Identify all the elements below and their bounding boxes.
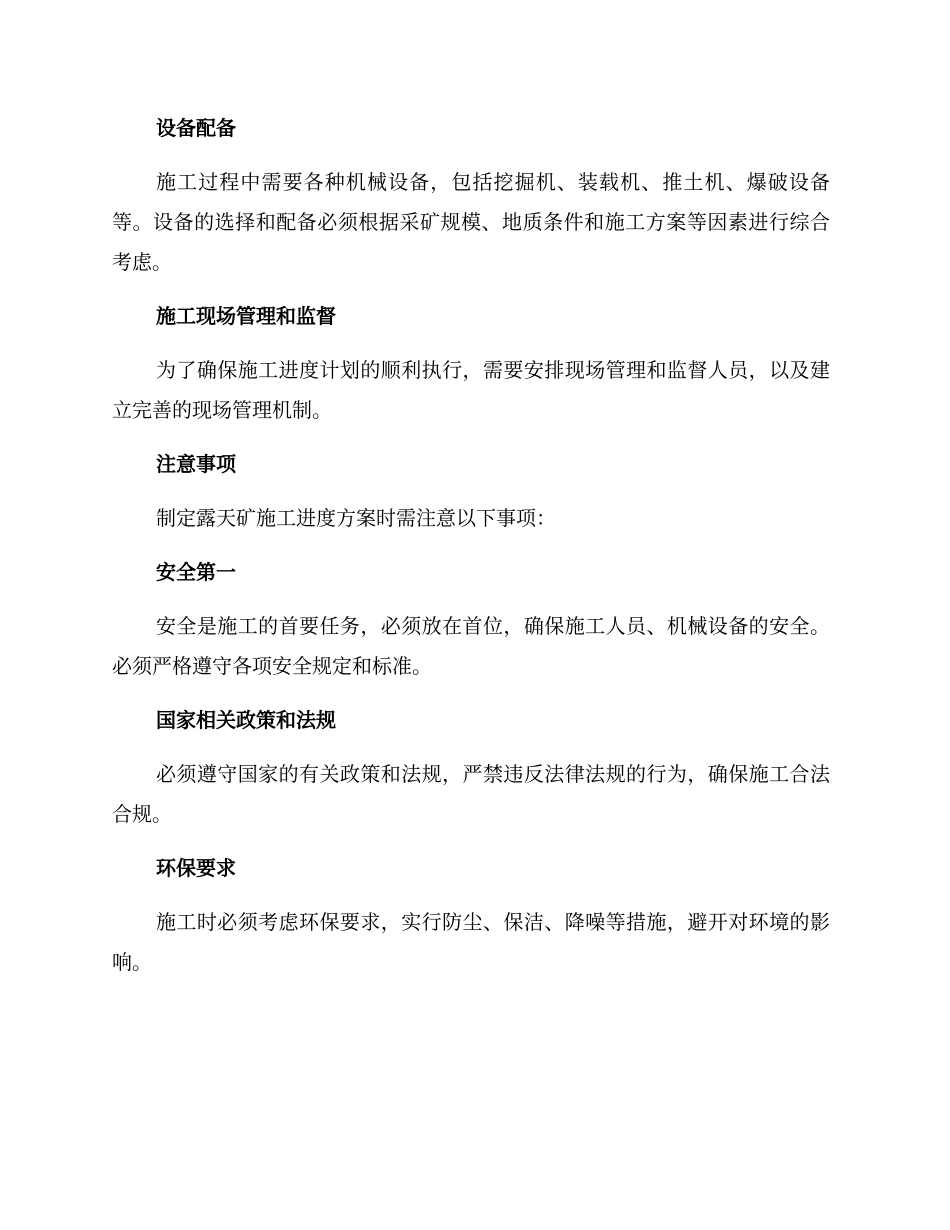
section-paragraph-policies-regulations: 必须遵守国家的有关政策和法规，严禁违反法律法规的行为，确保施工合法合规。 <box>112 762 830 826</box>
section-paragraph-notes: 制定露天矿施工进度方案时需注意以下事项： <box>156 506 556 530</box>
section-heading-policies-regulations: 国家相关政策和法规 <box>156 708 336 732</box>
section-heading-notes: 注意事项 <box>156 452 236 476</box>
section-paragraph-site-management: 为了确保施工进度计划的顺利执行，需要安排现场管理和监督人员，以及建立完善的现场管理机制。 <box>112 358 830 422</box>
section-heading-equipment: 设备配备 <box>156 116 236 140</box>
section-paragraph-equipment: 施工过程中需要各种机械设备，包括挖掘机、装载机、推土机、爆破设备等。设备的选择和配备必须根据采矿规模、地质条件和施工方案等因素进行综合考虑。 <box>112 170 830 274</box>
section-paragraph-environmental: 施工时必须考虑环保要求，实行防尘、保洁、降噪等措施，避开对环境的影响。 <box>112 910 830 974</box>
section-paragraph-safety-first: 安全是施工的首要任务，必须放在首位，确保施工人员、机械设备的安全。必须严格遵守各项安全规定和标准。 <box>112 614 830 678</box>
document-page <box>112 108 830 996</box>
section-heading-safety-first: 安全第一 <box>156 560 236 584</box>
section-heading-environmental: 环保要求 <box>156 856 236 880</box>
section-heading-site-management: 施工现场管理和监督 <box>156 304 336 328</box>
